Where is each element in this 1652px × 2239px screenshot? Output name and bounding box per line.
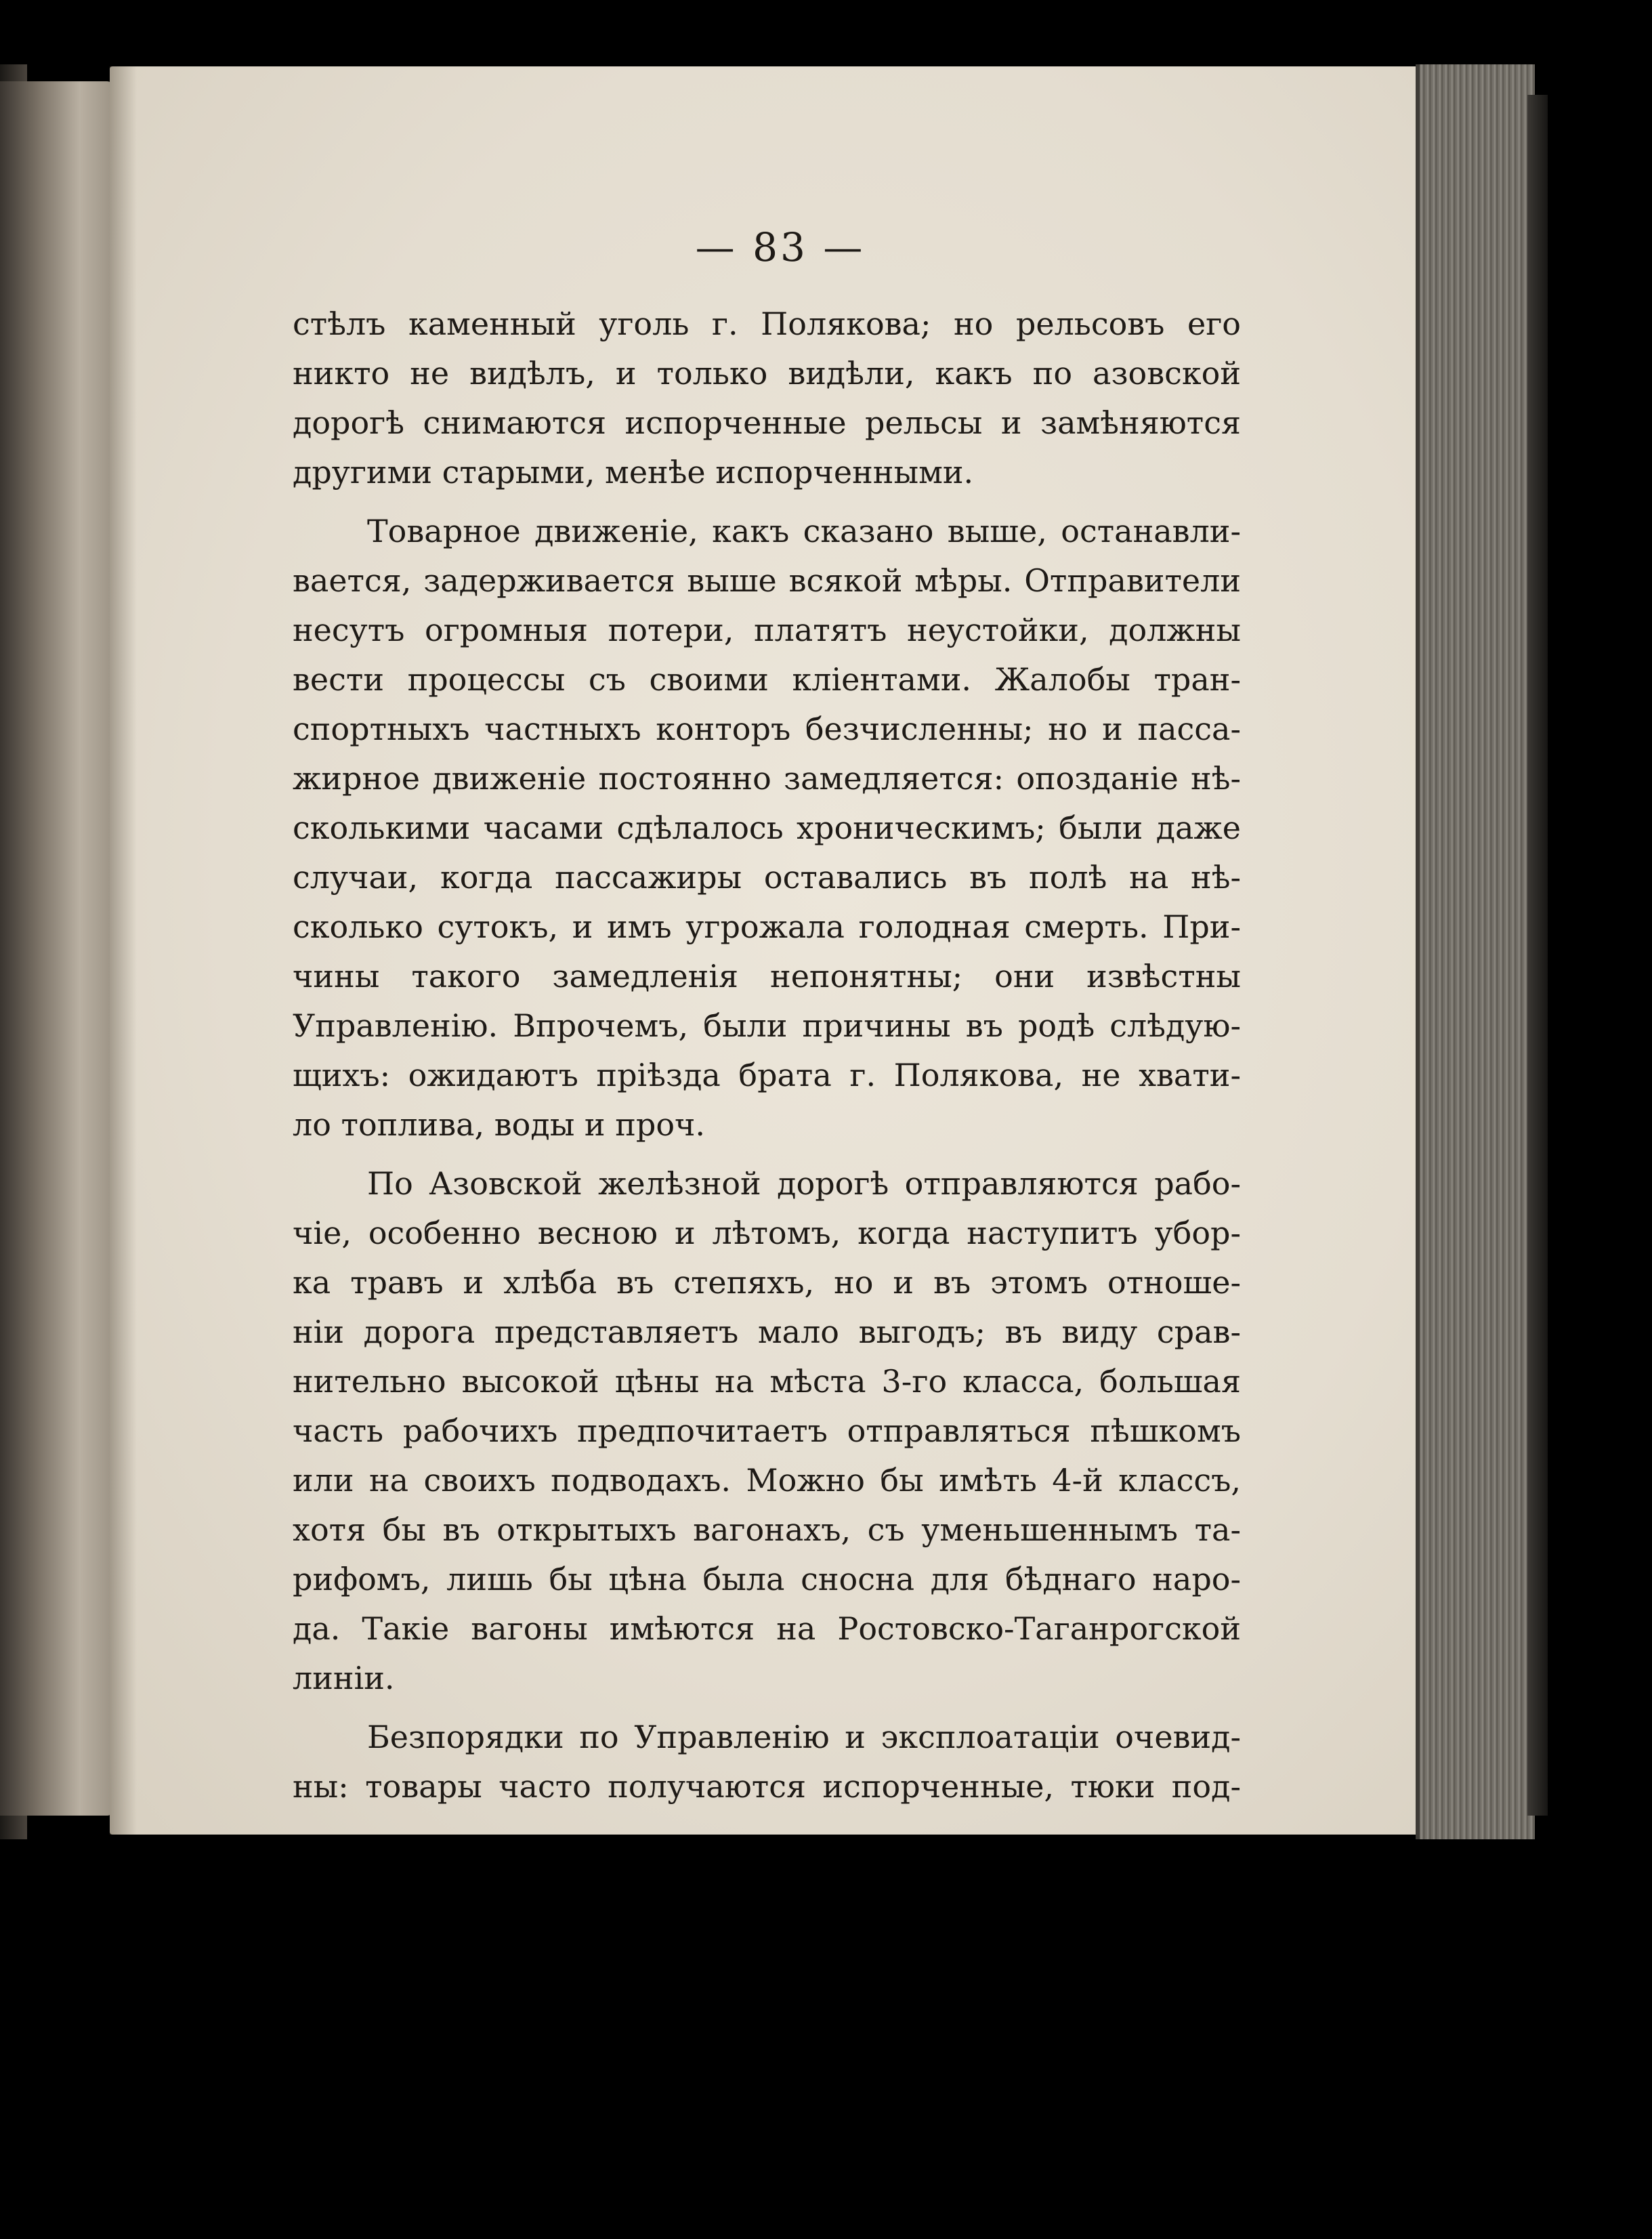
paragraph [293,507,1241,1150]
page-text-block [293,224,1241,1812]
text-line: стѣлъ каменный уголь г. Полякова; но рельсовъ его [293,306,1241,342]
book-cover-edge [1527,95,1548,1816]
text-line: ны: товары часто получаются испорченные, тюки под- [293,1768,1241,1805]
paragraph [293,1713,1241,1812]
text-line: хотя бы въ открытыхъ вагонахъ, съ уменьшеннымъ та- [293,1511,1241,1548]
text-line: дорогѣ снимаются испорченные рельсы и замѣняются [293,404,1241,441]
text-line: нiи дорога представляетъ мало выгодъ; въ виду срав- [293,1314,1241,1350]
page-gutter-shadow [110,66,137,1835]
text-line: сколькими часами сдѣлалось хроническимъ; были даже [293,810,1241,846]
text-line: Управленiю. Впрочемъ, были причины въ родѣ слѣдую- [293,1007,1241,1044]
text-line: спортныхъ частныхъ конторъ безчисленны; но и пасса- [293,711,1241,747]
text-line: или на своихъ подводахъ. Можно бы имѣть 4-й классъ, [293,1462,1241,1499]
text-line: вести процессы съ своими клiентами. Жалобы тран- [293,661,1241,698]
paragraphs [293,299,1241,1812]
text-line: ло топлива, воды и проч. [293,1106,706,1143]
text-line: Безпорядки по Управленiю и эксплоатацiи очевид- [367,1719,1241,1755]
text-line: ка травъ и хлѣба въ степяхъ, но и въ этомъ отноше- [293,1264,1241,1301]
text-line: чины такого замедленiя непонятны; они извѣстны [293,958,1241,995]
paragraph [293,299,1241,497]
text-line: да. Такiе вагоны имѣются на Ростовско-Таганрогской [293,1610,1241,1647]
text-line: чiе, особенно весною и лѣтомъ, когда наступитъ убор- [293,1215,1241,1251]
text-line: По Азовской желѣзной дорогѣ отправляются рабо- [367,1165,1241,1202]
text-line: несутъ огромныя потери, платятъ неустойки, должны [293,612,1241,648]
paragraph [293,1159,1241,1703]
page-block-edges [1416,64,1535,1839]
left-page-fragment [0,81,114,1816]
text-line: рифомъ, лишь бы цѣна была сносна для бѣднаго наро- [293,1561,1241,1597]
text-line: Товарное движенiе, какъ сказано выше, останавли- [367,513,1241,549]
text-line: щихъ: ожидаютъ прiѣзда брата г. Полякова, не хвати- [293,1057,1241,1093]
text-line: линiи. [293,1660,395,1696]
text-line: жирное движенiе постоянно замедляется: опозданiе нѣ- [293,760,1241,797]
text-line: никто не видѣлъ, и только видѣли, какъ по азовской [293,355,1241,392]
text-line: часть рабочихъ предпочитаетъ отправляться пѣшкомъ [293,1413,1241,1449]
text-line: другими старыми, менѣе испорченными. [293,454,974,490]
page-number: — 83 — [695,224,866,270]
text-line: вается, задерживается выше всякой мѣры. Отправители [293,562,1241,599]
text-line: сколько сутокъ, и имъ угрожала голодная смерть. При- [293,908,1241,945]
text-line: нительно высокой цѣны на мѣста 3-го класса, большая [293,1363,1241,1400]
text-line: случаи, когда пассажиры оставались въ полѣ на нѣ- [293,859,1241,896]
